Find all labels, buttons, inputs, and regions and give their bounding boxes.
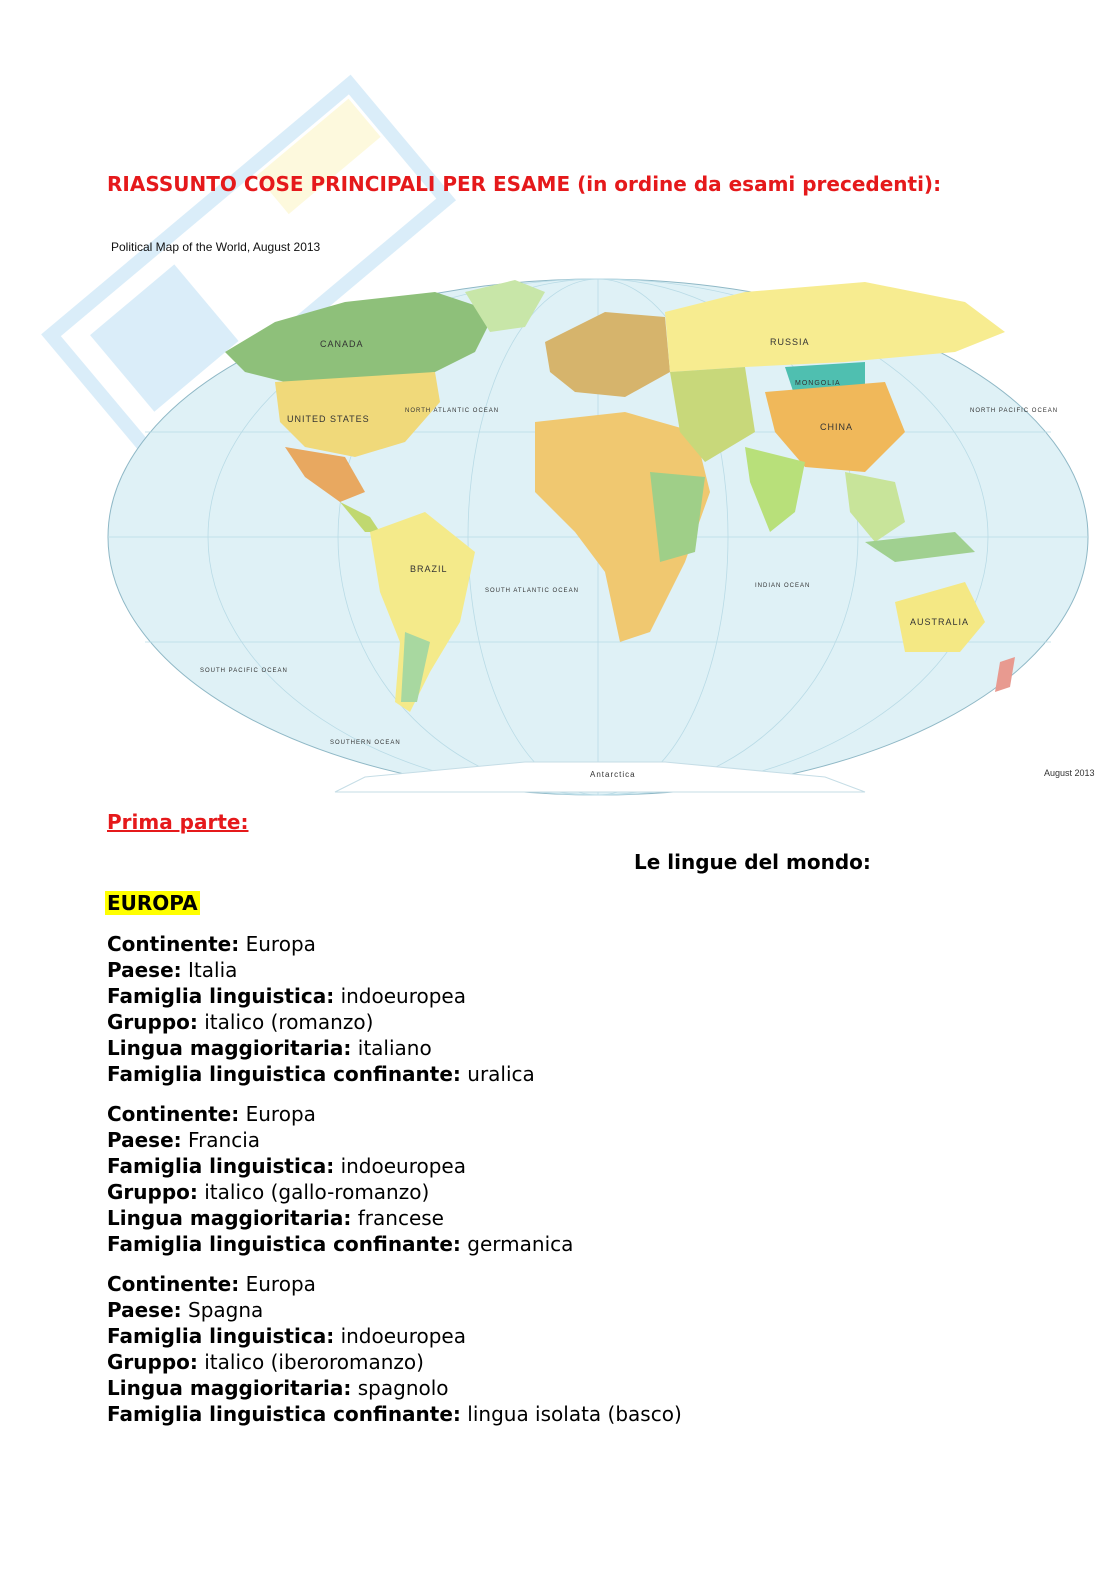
map-label-north-pacific: NORTH PACIFIC OCEAN [970,408,1059,414]
map-label-south-atlantic: SOUTH ATLANTIC OCEAN [485,588,579,594]
field-label: Famiglia linguistica: [107,1324,335,1348]
field-value: germanica [467,1232,574,1256]
field-label: Famiglia linguistica confinante: [107,1062,461,1086]
entry-row-group [107,1349,1007,1375]
field-label: Paese: [107,1298,182,1322]
field-value: italico (iberoromanzo) [204,1350,424,1374]
entry-row-family [107,1323,1007,1349]
field-value: indoeuropea [340,1324,466,1348]
entry-row-bordering-family [107,1401,1007,1427]
entry-row-majority-language [107,1205,1007,1231]
field-label: Lingua maggioritaria: [107,1206,352,1230]
section-subtitle: Le lingue del mondo: [634,850,871,874]
field-label: Gruppo: [107,1010,198,1034]
map-label-brazil: BRAZIL [410,564,448,574]
entry-row-group [107,1009,1007,1035]
map-title: Political Map of the World, August 2013 [111,240,321,254]
field-value: francese [357,1206,444,1230]
field-value: spagnolo [357,1376,449,1400]
language-entry-francia [107,1101,1007,1257]
field-value: Europa [245,932,316,956]
map-label-antarctica: Antarctica [590,770,636,779]
document-title: RIASSUNTO COSE PRINCIPALI PER ESAME (in ordine da esami precedenti): [107,172,942,196]
field-label: Lingua maggioritaria: [107,1036,352,1060]
field-value: Spagna [188,1298,264,1322]
map-label-mongolia: MONGOLIA [795,380,841,387]
field-label: Gruppo: [107,1350,198,1374]
map-label-australia: AUSTRALIA [910,617,970,627]
field-value: italico (romanzo) [204,1010,374,1034]
entry-row-family [107,1153,1007,1179]
language-entry-italia [107,931,1007,1087]
map-label-china: CHINA [820,422,854,432]
world-map [105,232,1095,800]
map-label-south-pacific: SOUTH PACIFIC OCEAN [200,668,288,674]
map-label-canada: CANADA [320,339,364,349]
field-value: Italia [188,958,238,982]
entry-row-continent [107,1271,1007,1297]
entry-row-family [107,983,1007,1009]
field-label: Paese: [107,1128,182,1152]
field-label: Gruppo: [107,1180,198,1204]
field-value: lingua isolata (basco) [467,1402,682,1426]
entry-row-continent [107,931,1007,957]
field-value: Europa [245,1272,316,1296]
field-value: italico (gallo-romanzo) [204,1180,430,1204]
map-label-southern-ocean: SOUTHERN OCEAN [330,740,401,746]
language-entries [107,931,1007,1441]
field-value: indoeuropea [340,1154,466,1178]
entry-row-continent [107,1101,1007,1127]
map-label-united-states: UNITED STATES [287,414,370,424]
entry-row-group [107,1179,1007,1205]
field-value: italiano [357,1036,432,1060]
field-label: Continente: [107,932,240,956]
entry-row-bordering-family [107,1231,1007,1257]
entry-row-country [107,1297,1007,1323]
field-label: Continente: [107,1102,240,1126]
entry-row-majority-language [107,1375,1007,1401]
field-label: Continente: [107,1272,240,1296]
field-value: uralica [467,1062,535,1086]
language-entry-spagna [107,1271,1007,1427]
entry-row-country [107,1127,1007,1153]
field-label: Famiglia linguistica: [107,1154,335,1178]
field-value: indoeuropea [340,984,466,1008]
map-date-label: August 2013 [1044,768,1095,778]
field-label: Famiglia linguistica: [107,984,335,1008]
field-label: Lingua maggioritaria: [107,1376,352,1400]
entry-row-bordering-family [107,1061,1007,1087]
field-value: Europa [245,1102,316,1126]
world-map-figure [105,232,1095,800]
field-label: Paese: [107,958,182,982]
entry-row-majority-language [107,1035,1007,1061]
map-label-north-atlantic: NORTH ATLANTIC OCEAN [405,408,500,414]
section-heading: Prima parte: [107,810,249,834]
continent-heading: EUROPA [107,891,198,915]
field-label: Famiglia linguistica confinante: [107,1232,461,1256]
map-label-russia: RUSSIA [770,337,810,347]
field-label: Famiglia linguistica confinante: [107,1402,461,1426]
field-value: Francia [188,1128,261,1152]
entry-row-country [107,957,1007,983]
map-label-indian-ocean: INDIAN OCEAN [755,583,811,589]
